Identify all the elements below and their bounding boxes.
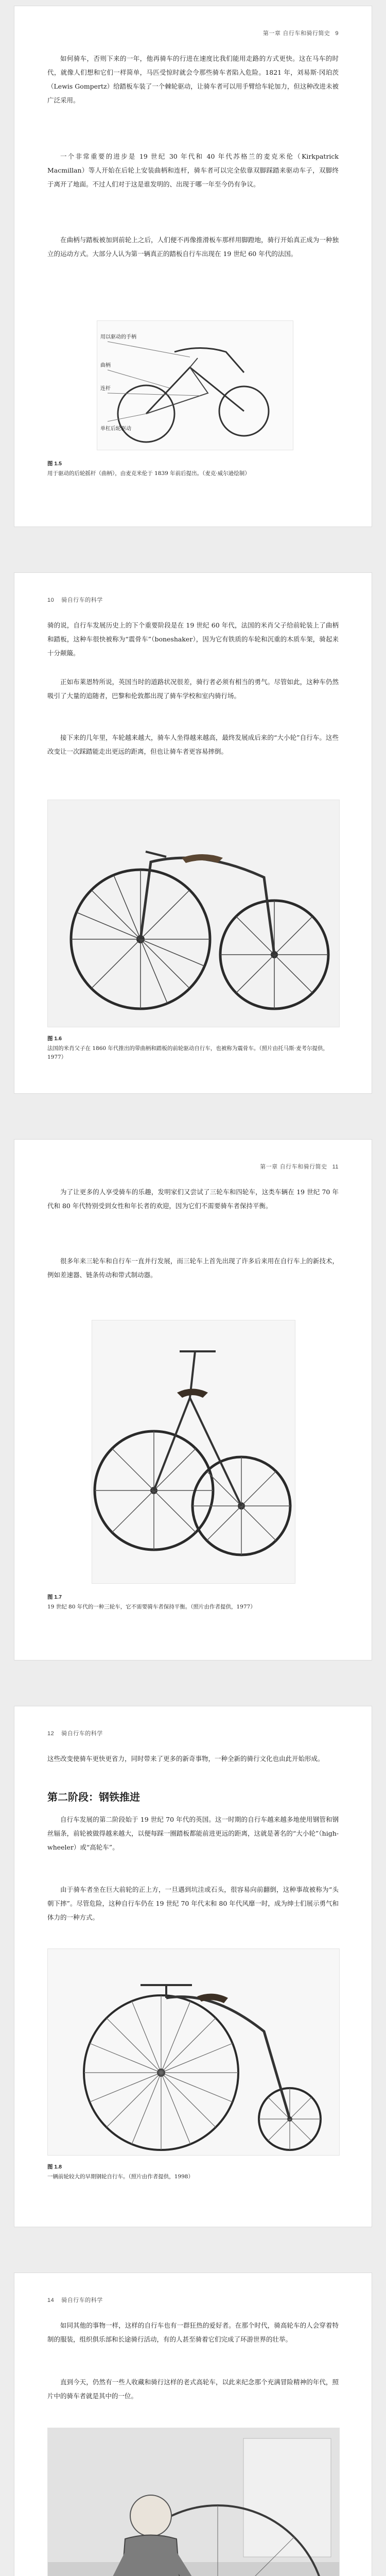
high-wheeler-drawing: [48, 1949, 339, 2155]
paragraph: 如同其他的事物一样，这样的自行车也有一群狂热的爱好者。在那个时代，骑高轮车的人会穿着特制的服装，组织俱乐部和长途骑行活动，有的人甚至骑着它们完成了环游世界的壮举。: [47, 2321, 339, 2343]
label-handle: 用以驱动的手柄: [100, 334, 136, 340]
paragraph: 为了让更多的人享受骑车的乐趣，发明家们又尝试了三轮车和四轮车，这类车辆在 19 世纪 70 年代和 80 年代特别受到女性和年长者的欢迎，因为它们不需要骑车者保持平衡。: [47, 1188, 339, 1210]
running-header: [47, 596, 339, 604]
figure-caption: [47, 1593, 339, 1612]
collector-photo-drawing: [48, 2428, 339, 2576]
figure-collector-photo: [47, 2428, 340, 2576]
paragraph: 如何骑车，否则下来的一年，他再骑车的行进在速度比我们能用走路的方式更快。这在马车的时代，就像人们想和它们一样简单，马匹受惊时就会令那些骑车者陷入危险。1821 年，刘易斯·冈珀茨（Lewis Gompertz）给踏板车装了一个棘轮驱动，让骑车者可以用手臂给车轮加力，但这种改进未被广泛采用。: [47, 55, 339, 104]
book-title-header: 骑自行车的科学: [61, 2297, 103, 2303]
page-14: [14, 2273, 372, 2576]
chapter-title: 第一章 自行车和骑行简史: [262, 30, 330, 37]
paragraph: 直到今天，仍然有一些人收藏和骑行这样的老式高轮车，以此来纪念那个充满冒险精神的年代，照片中的骑车者就是其中的一位。: [47, 2378, 339, 2400]
paragraph: 自行车发展的第二阶段始于 19 世纪 70 年代的英国。这一时期的自行车越来越多地使用钢管和钢丝辐条，前轮被做得越来越大，以便每踩一圈踏板都能前进更远的距离，这就是著名的“大小轮”（high-wheeler）或“高轮车”。: [47, 1816, 339, 1851]
section-heading: 第二阶段：钢铁推进: [47, 1792, 140, 1803]
label-rod: 连杆: [100, 386, 111, 392]
caption-text: 一辆前轮较大的早期钢轮自行车。（照片由作者提供，1998）: [47, 2174, 194, 2180]
page-number: 10: [47, 597, 55, 603]
label-crank: 曲柄: [100, 363, 111, 368]
bicycle-drawing: [97, 321, 293, 450]
figure-number: 图 1.5: [47, 461, 62, 467]
book-title-header: 骑自行车的科学: [61, 597, 103, 603]
paragraph: 一个非常重要的进步是 19 世纪 30 年代和 40 年代苏格兰的麦克米伦（Kirkpatrick Macmillan）等人开始在后轮上安装曲柄和连杆，骑车者可以完全依靠双脚踩踏来驱动车子，双脚终于离开了地面。不过人们对于这是谁发明的、出现于哪一年至今仍有争议。: [47, 152, 339, 188]
page-number: 11: [332, 1164, 339, 1170]
figure-caption: [47, 460, 339, 478]
paragraph: 很多年来三轮车和自行车一直并行发展，而三轮车上首先出现了许多后来用在自行车上的新技术，例如差速器、链条传动和带式制动器。: [47, 1257, 339, 1279]
tricycle-drawing: [92, 1320, 295, 1583]
paragraph: 接下来的几年里，车轮越来越大，骑车人坐得越来越高，最终发展成后来的“大小轮”自行车。这些改变让一次踩踏能走出更远的距离，但也让骑车者更容易摔倒。: [47, 734, 339, 755]
figure-caption: [47, 1035, 339, 1062]
paragraph: 正如布莱恩特所说，英国当时的道路状况很差，骑行者必须有相当的勇气。尽管如此，这种车仍然吸引了大量的追随者，巴黎和伦敦都出现了骑车学校和室内骑行场。: [47, 678, 339, 700]
page-number: 14: [47, 2297, 55, 2303]
page-number: 9: [335, 30, 339, 37]
figure-tricycle-photo: [92, 1320, 295, 1584]
page-10: [14, 573, 372, 1093]
figure-number: 图 1.7: [47, 1594, 62, 1600]
figure-caption: [47, 2163, 339, 2181]
running-header: [47, 29, 339, 37]
label-rear-drive: 单杠后轮驱动: [100, 426, 131, 432]
figure-rear-drive-bicycle: [97, 320, 293, 450]
book-title-header: 骑自行车的科学: [61, 1730, 103, 1737]
figure-boneshaker-photo: [47, 800, 340, 1027]
chapter-title: 第一章 自行车和骑行简史: [260, 1163, 327, 1170]
figure-high-wheeler-photo: [47, 1948, 340, 2156]
figure-number: 图 1.6: [47, 1036, 62, 1042]
page-12: [14, 1706, 372, 2227]
running-header: [47, 1729, 339, 1737]
paragraph: 这些改变使骑车更快更省力，同时带来了更多的新奇事物，一种全新的骑行文化也由此开始形成。: [47, 1755, 324, 1762]
caption-text: 法国的米肖父子在 1860 年代推出的带曲柄和踏板的前轮驱动自行车，也被称为震骨车。（照片由托马斯·麦考尔提供，1977）: [47, 1045, 328, 1060]
page-9: [14, 6, 372, 527]
figure-number: 图 1.8: [47, 2164, 62, 2170]
paragraph: 由于骑车者坐在巨大前轮的正上方，一旦遇到坑洼或石头，很容易向前翻倒，这种事故被称为“头朝下摔”。尽管危险，这种自行车仍在 19 世纪 70 年代末和 80 年代风靡一时，成为绅士们展示勇气和体力的一种方式。: [47, 1886, 339, 1921]
boneshaker-drawing: [48, 800, 339, 1027]
running-header: [47, 1162, 339, 1171]
paragraph: 骑的说，自行车发展历史上的下个重要阶段是在 19 世纪 60 年代，法国的米肖父子给前轮装上了曲柄和踏板，这种车很快被称为“震骨车”（boneshaker），因为它有铁质的车轮和沉重的木质车架，骑起来十分颠簸。: [47, 621, 339, 657]
caption-text: 用于驱动的后轮摇杆（曲柄），由麦克米伦于 1839 年前后提出。（麦克·威尔逊绘制）: [47, 470, 250, 477]
running-header: [47, 2296, 339, 2304]
page-11: [14, 1140, 372, 1660]
caption-text: 19 世纪 80 年代的一种三轮车，它不需要骑车者保持平衡。（照片由作者提供，1977）: [47, 1604, 256, 1610]
page-number: 12: [47, 1731, 55, 1737]
paragraph: 在曲柄与踏板被加到前轮上之后，人们便不再像推滑板车那样用脚蹬地，骑行开始真正成为一种独立的运动方式。大部分人认为第一辆真正的踏板自行车出现在 19 世纪 60 年代的法国。: [47, 236, 339, 258]
